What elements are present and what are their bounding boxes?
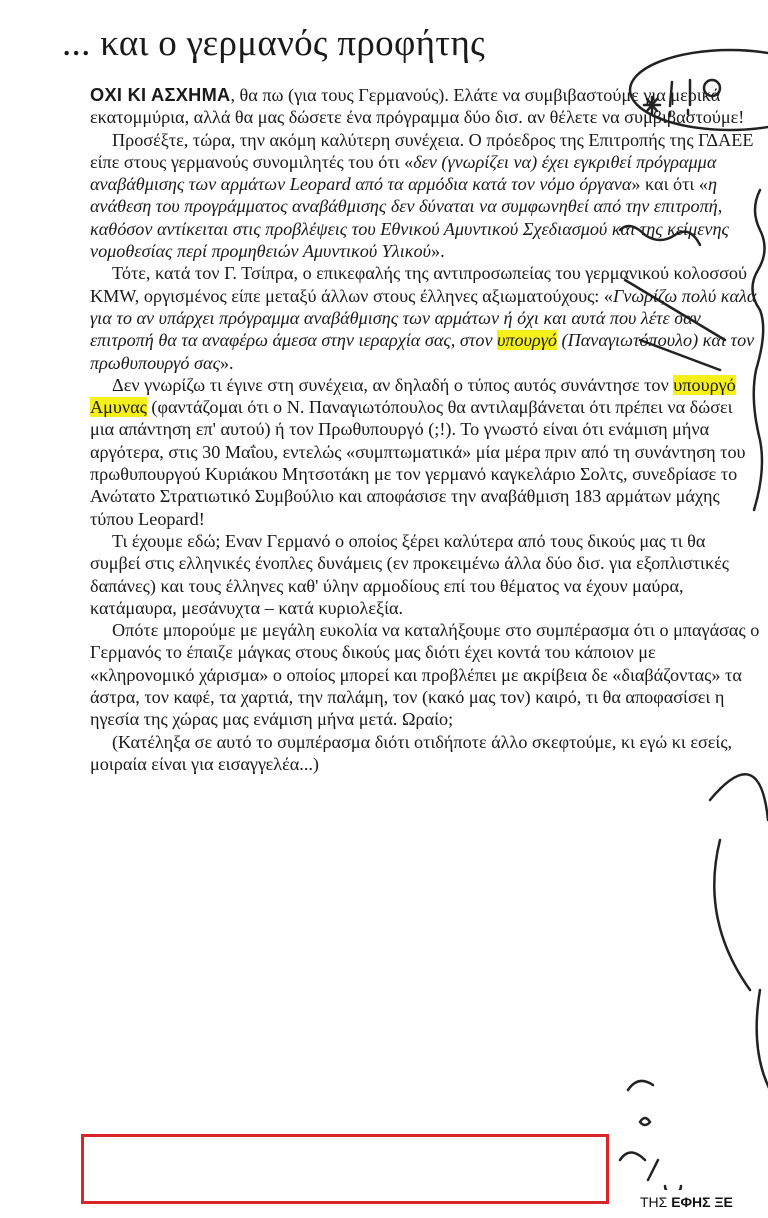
callout-box — [81, 1134, 609, 1204]
paragraph-4-text-b: (φαντάζομαι ότι ο Ν. Παναγιωτόπουλος θα αντιλαμβάνεται ότι πρέπει να δώσει μια απάντηση επ' αυτού) ή τον Πρωθυπουργό (;!). Το γνωστό είναι ότι ενάμιση μήνα αργότερα, στις 30 Μαΐου, εντελώς «συμπτωματικά» μία μέρα πριν από τη συνάντηση του πρωθυπουργού Κυριάκου Μητσοτάκη με τον γερμανό καγκελάριο Σολτς, συνεδρίασε το Ανώτατο Στρατιωτικό Συμβούλιο και αποφάσισε την αναβάθμιση 183 αρμάτων μάχης τύπου Leopard! — [90, 397, 746, 529]
paragraph-3-text-d: ». — [219, 352, 234, 373]
paragraph-7: (Κατέληξα σε αυτό το συμπέρασμα διότι οτιδήποτε άλλο σκεφτούμε, κι εγώ κι εσείς, μοιραία είναι για εισαγγελέα...) — [90, 731, 733, 774]
paragraph-2-text-c: » και ότι « — [631, 174, 708, 195]
curse-symbols — [644, 80, 720, 116]
headline: ... και ο γερμανός προφήτης — [62, 23, 486, 64]
speech-bubble — [630, 50, 768, 130]
zodiac-scribbles — [620, 1081, 681, 1190]
byline-name: ΕΦΗΣ ΞΕ — [671, 1194, 733, 1210]
cartoon-illustration — [600, 40, 768, 1190]
paragraph-3-text-a: Τότε, κατά τον Γ. Τσίπρα, ο επικεφαλής της αντιπροσωπείας του γερμανικού κολοσσού KMW, οργισμένος είπε μεταξύ άλλων στους έλληνες αξιωματούχους: « — [90, 263, 748, 306]
highlight-defense-minister: υπουργό Αμυνας — [90, 374, 736, 418]
byline-prefix: ΤΗΣ — [640, 1194, 672, 1210]
lead-in: ΟΧΙ ΚΙ ΑΣΧΗΜΑ — [90, 85, 231, 105]
quote-1: δεν (γνωρίζει να) έχει εγκριθεί πρόγραμμα αναβάθμισης των αρμάτων Leopard από τα αρμόδια κατά τον νόμο όργανα — [90, 151, 717, 195]
paragraph-6: Οπότε μπορούμε με μεγάλη ευκολία να καταλήξουμε στο συμπέρασμα ότι ο μπαγάσας ο Γερμανός το έπαιζε μάγκας στους δικούς μας διότι έχει κοντά του κάποιον με «κληρονομικό χάρισμα» ο οποίος μπορεί και προβλέπει με ακρίβεια δε «διαβάζοντας» τα άστρα, τον καφέ, τα χαρτιά, την παλάμη, τον (κακό μας τον) καιρό, τι θα αποφασίσει η ηγεσία της χώρας μας ενάμιση μήνα μετά. Ωραίο; — [90, 620, 760, 730]
paragraph-5: Τι έχουμε εδώ; Εναν Γερμανό ο οποίος ξέρει καλύτερα από τους δικούς μας τι θα συμβεί στις ελληνικές ένοπλες δυνάμεις (εν προκειμένω άλλα δύο δισ. για εξοπλιστικές δαπάνες) και τους έλληνες καθ' ύλην αρμοδίους επί του θέματος να έχουν μαύρα, κατάμαυρα, μεσάνυχτα – κατά κυριολεξία. — [90, 530, 729, 618]
scribble-hair — [752, 190, 764, 510]
quote-3-end: (Παναγιωτόπουλο) και τον πρωθυπουργό σας — [90, 330, 755, 373]
quote-3: Γνωρίζω πολύ καλά για το αν υπάρχει πρόγραμμα αναβάθμισης των αρμάτων ή όχι και αυτά που λέτε σαν επιτροπή θα τα αναφέρω άμεσα στην ιεραρχία σας, στον — [90, 285, 757, 351]
paragraph-2-text-a: Προσέξτε, τώρα, την ακόμη καλύτερη συνέχεια. Ο πρόεδρος της Επιτροπής της ΓΔΑΕΕ είπε στους γερμανούς συνομιλητές του ότι « — [90, 129, 754, 172]
quote-2: η ανάθεση του προγράμματος αναβάθμισης δεν δύναται να συμφωνηθεί από την επιτροπή, καθόσον αντίκειται στις προβλέψεις του Εθνικού Αμυντικού Σχεδιασμού και της κείμενης νομοθεσίας περί προμηθειών Αμυντικού Υλικού — [90, 174, 729, 262]
paragraph-4-text-a: Δεν γνωρίζω τι έγινε στη συνέχεια, αν δηλαδή ο τύπος αυτός συνάντησε τον — [112, 374, 674, 395]
byline — [640, 1194, 733, 1210]
scribble-lines — [620, 226, 725, 370]
highlight-minister: υπουργό — [497, 330, 557, 351]
paragraph-2-text-e: ». — [430, 241, 445, 262]
paragraph-1-text: , θα πω (για τους Γερμανούς). Ελάτε να συμβιβαστούμε για μερικά εκατομμύρια, αλλά θα μας δώσετε ένα πρόγραμμα δύο δισ. αν θέλετε να συμβιβαστούμε! — [90, 85, 745, 128]
crystal-ball — [710, 774, 768, 1090]
